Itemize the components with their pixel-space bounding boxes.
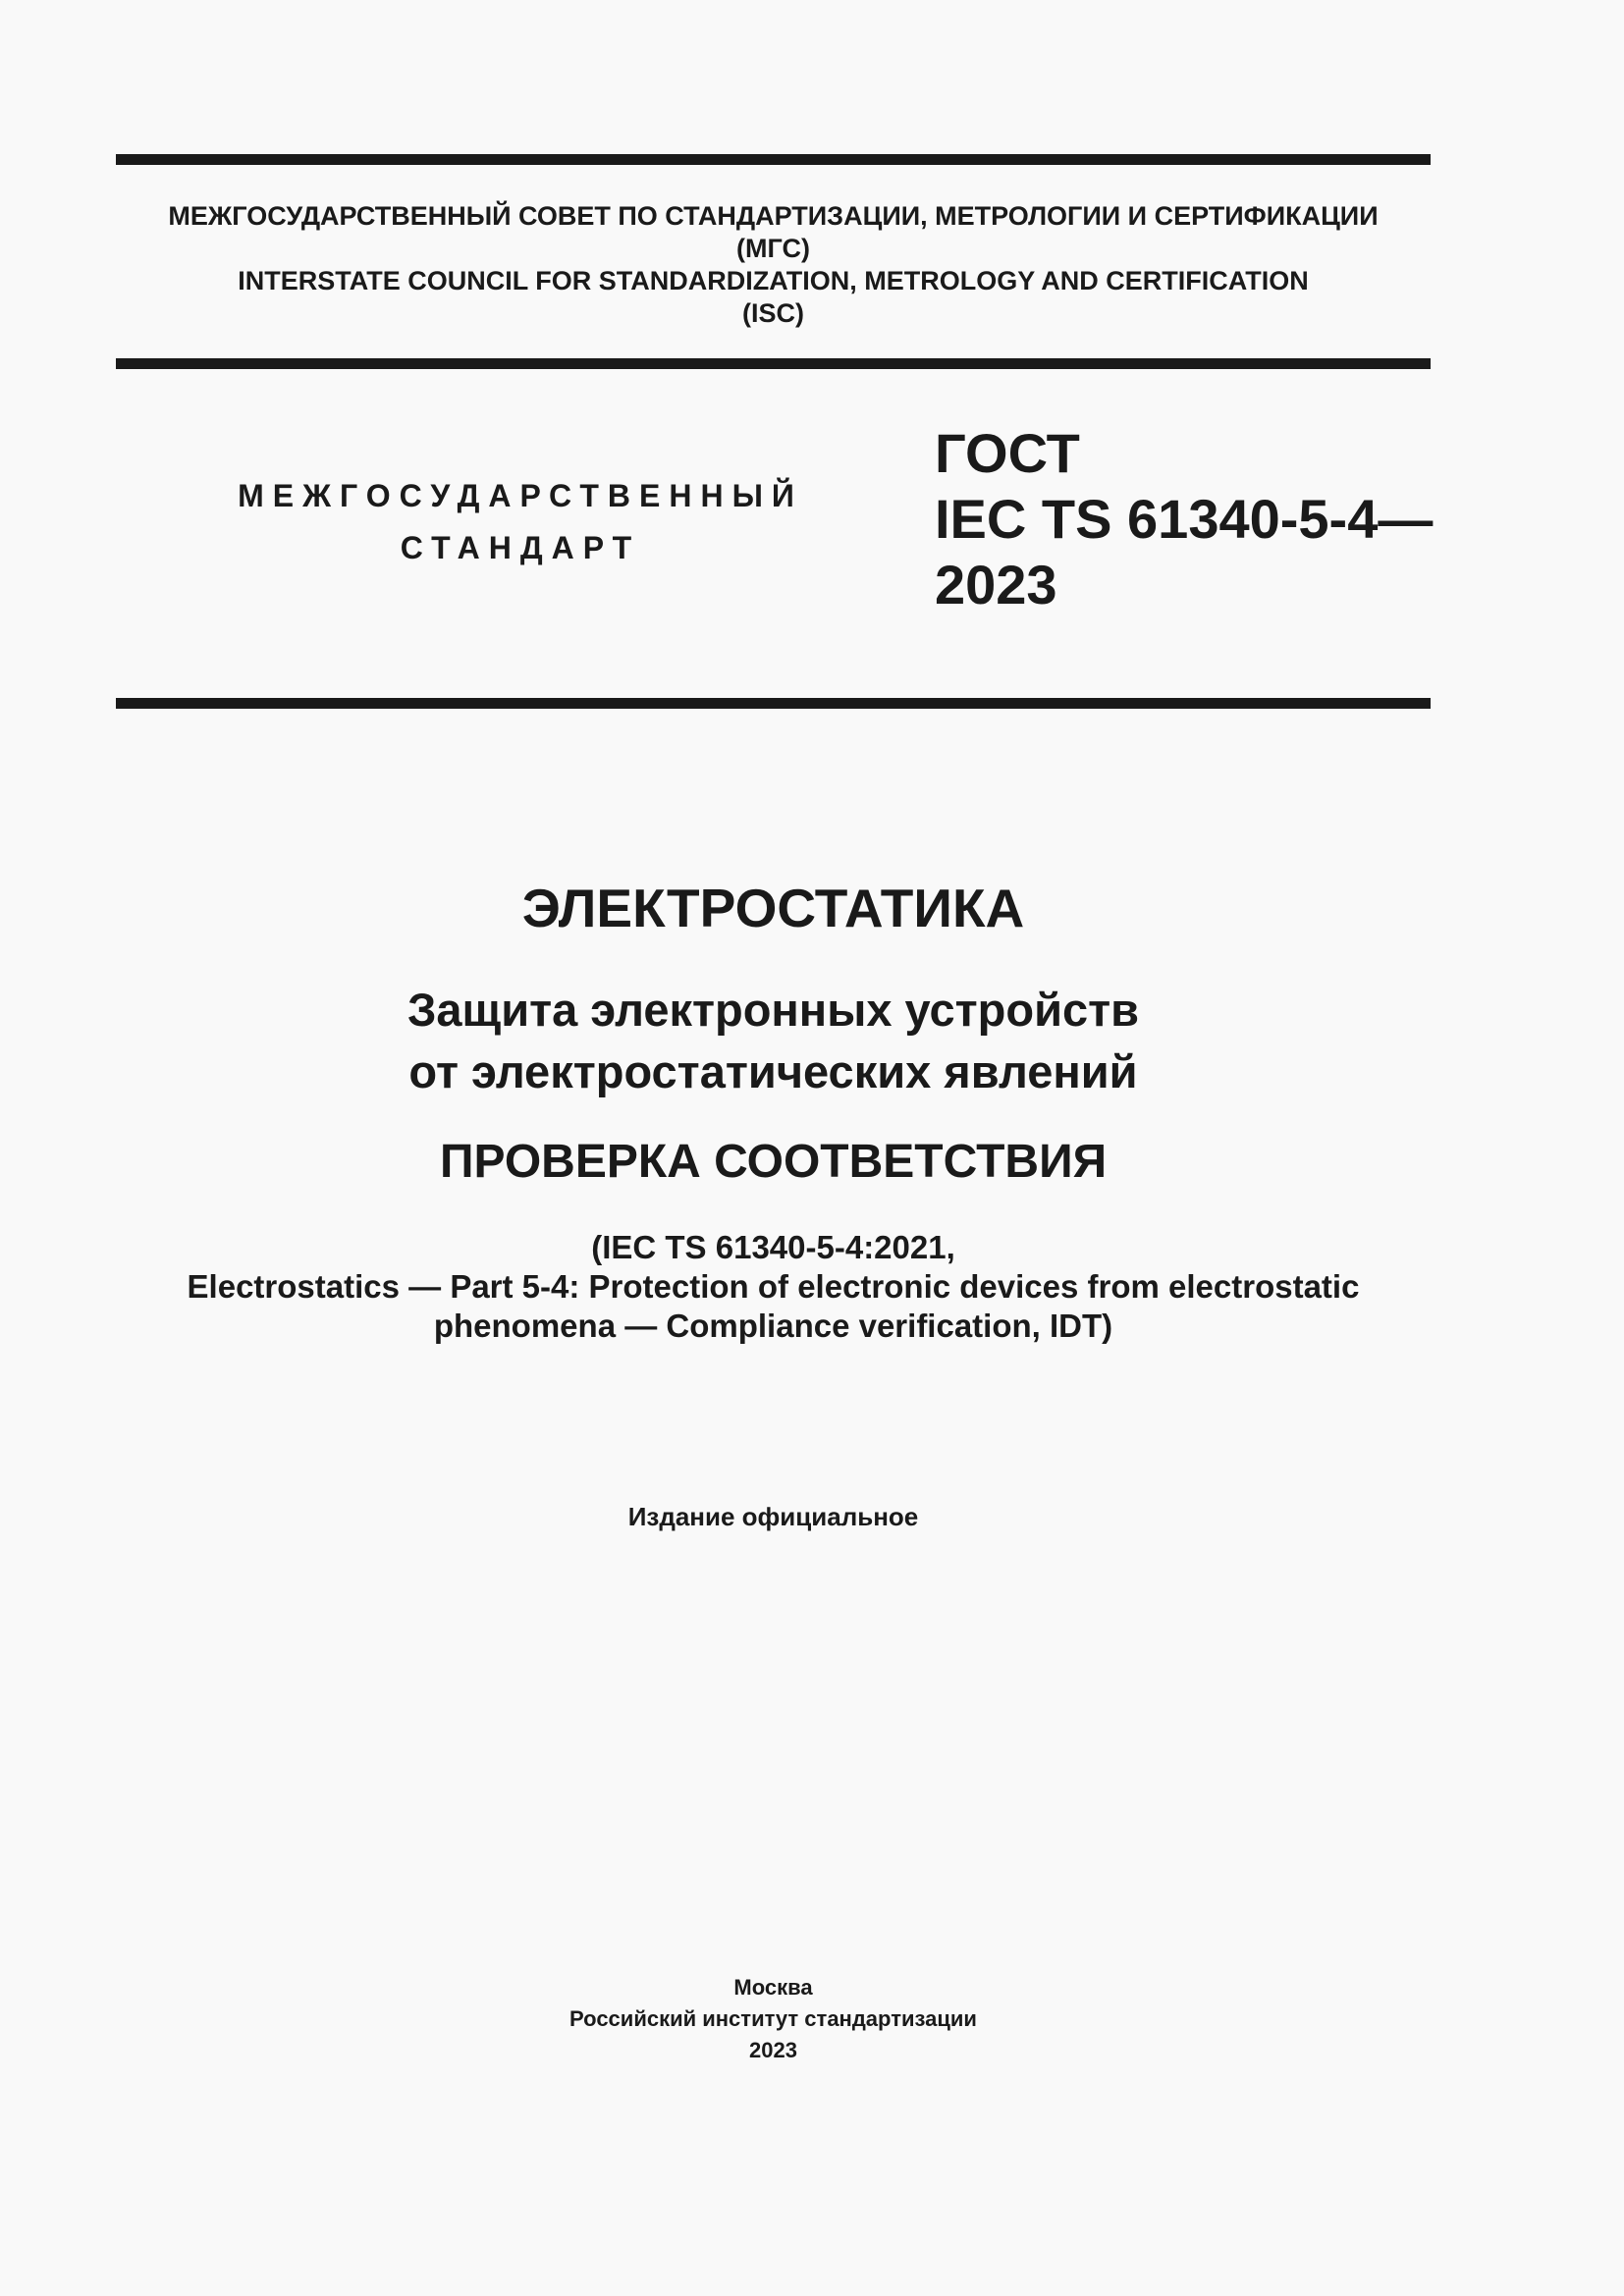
designation-number: IEC TS 61340-5-4— [935,488,1434,550]
council-name-ru: МЕЖГОСУДАРСТВЕННЫЙ СОВЕТ ПО СТАНДАРТИЗАЦИИ, МЕТРОЛОГИИ И СЕРТИФИКАЦИИ [168,201,1379,231]
designation-divider [116,698,1431,709]
document-subtitle [116,979,1431,1102]
subtitle-line2: от электростатических явлений [408,1045,1138,1097]
standard-kind-line1: МЕЖГОСУДАРСТВЕННЫЙ [238,478,803,513]
council-abbr-en: (ISC) [742,298,804,328]
title-main: ЭЛЕКТРОСТАТИКА [521,878,1025,938]
designation-year: 2023 [935,554,1057,615]
header-divider [116,358,1431,369]
intl-ref-line2: Electrostatics — Part 5-4: Protection of electronic devices from electrostatic [187,1268,1360,1305]
document-part-title [116,1133,1431,1192]
imprint [116,1972,1431,2066]
standard-kind [206,470,835,574]
intl-ref-line3: phenomena — Compliance verification, IDT) [433,1308,1113,1344]
imprint-city: Москва [733,1975,813,2000]
edition-note [116,1500,1431,1533]
standard-designation [935,420,1433,617]
imprint-publisher: Российский институт стандартизации [569,2006,977,2031]
imprint-year: 2023 [749,2038,797,2062]
standard-kind-line2: СТАНДАРТ [400,530,641,565]
designation-prefix: ГОСТ [935,422,1080,484]
council-abbr-ru: (МГС) [736,234,810,263]
council-name-en: INTERSTATE COUNCIL FOR STANDARDIZATION, METROLOGY AND CERTIFICATION [238,266,1309,295]
edition-text: Издание официальное [627,1502,919,1531]
intl-ref-line1: (IEC TS 61340-5-4:2021, [591,1229,955,1265]
part-title: ПРОВЕРКА СООТВЕТСТВИЯ [439,1136,1108,1188]
document-title [116,876,1431,940]
council-header [116,200,1431,330]
international-reference [116,1228,1431,1346]
subtitle-line1: Защита электронных устройств [406,984,1140,1036]
top-divider [116,154,1431,165]
